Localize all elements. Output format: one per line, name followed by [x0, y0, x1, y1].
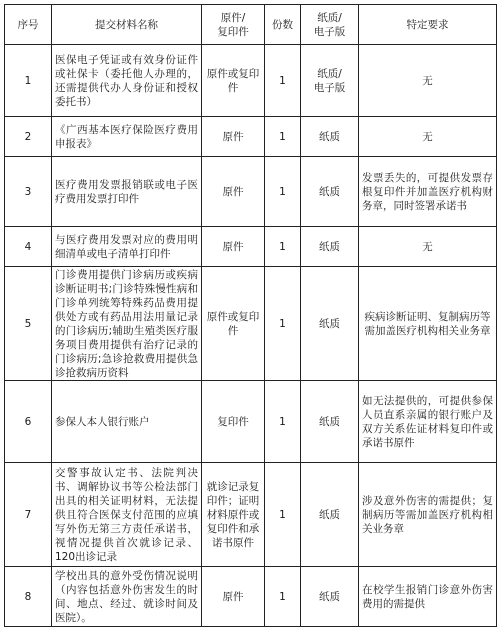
row-seq: 8: [5, 567, 52, 627]
row-format: 纸质/ 电子版: [301, 45, 359, 117]
row-seq: 6: [5, 381, 52, 463]
row-name: 医疗费用发票报销联或电子医疗费用发票打印件: [52, 157, 202, 227]
row-req: 涉及意外伤害的需提供；复制病历等需加盖医疗机构相关业务章: [359, 463, 497, 567]
row-seq: 1: [5, 45, 52, 117]
header-req: 特定要求: [359, 5, 497, 45]
header-format: 纸质/ 电子版: [301, 5, 359, 45]
row-orig: 原件: [202, 567, 265, 627]
table-row: [5, 45, 497, 117]
table-row: [5, 381, 497, 463]
table-row: [5, 227, 497, 267]
row-copies: 1: [265, 227, 301, 267]
row-req: 无: [359, 117, 497, 157]
row-copies: 1: [265, 267, 301, 381]
row-seq: 7: [5, 463, 52, 567]
row-format: 纸质: [301, 267, 359, 381]
header-seq: 序号: [5, 5, 52, 45]
row-seq: 3: [5, 157, 52, 227]
row-copies: 1: [265, 45, 301, 117]
row-format: 纸质: [301, 227, 359, 267]
table-row: [5, 117, 497, 157]
row-orig: 原件: [202, 227, 265, 267]
row-req: 如无法提供的，可提供参保人员直系亲属的银行账户及双方关系佐证材料复印件或承诺书原件: [359, 381, 497, 463]
row-req: 无: [359, 45, 497, 117]
row-seq: 5: [5, 267, 52, 381]
row-seq: 2: [5, 117, 52, 157]
row-name: 医保电子凭证或有效身份证件或社保卡（委托他人办理的，还需提供代办人身份证和授权委托书）: [52, 45, 202, 117]
row-copies: 1: [265, 381, 301, 463]
row-format: 纸质: [301, 117, 359, 157]
header-row: [5, 5, 497, 45]
row-name: 学校出具的意外受伤情况说明（内容包括意外伤害发生的时间、地点、经过、就诊时间及医院）。: [52, 567, 202, 627]
row-name: 交警事故认定书、法院判决书、调解协议书等公检法部门出具的相关证明材料，无法提供且符合医保支付范围的应填写外伤无第三方责任承诺书，视情况提供首次就诊记录、120出诊记录: [52, 463, 202, 567]
row-orig: 就诊记录复印件；证明材料原件或复印件和承诺书原件: [202, 463, 265, 567]
row-orig: 原件: [202, 117, 265, 157]
row-orig: 复印件: [202, 381, 265, 463]
table-row: [5, 567, 497, 627]
row-orig: 原件或复印件: [202, 267, 265, 381]
row-req: 无: [359, 227, 497, 267]
row-req: 在校学生报销门诊意外伤害费用的需提供: [359, 567, 497, 627]
row-copies: 1: [265, 463, 301, 567]
row-name: 与医疗费用发票对应的费用明细清单或电子清单打印件: [52, 227, 202, 267]
row-format: 纸质: [301, 567, 359, 627]
table-row: [5, 267, 497, 381]
header-orig: 原件/ 复印件: [202, 5, 265, 45]
row-format: 纸质: [301, 463, 359, 567]
materials-table: [4, 4, 497, 627]
header-copies: 份数: [265, 5, 301, 45]
row-orig: 原件或复印件: [202, 45, 265, 117]
row-copies: 1: [265, 567, 301, 627]
row-format: 纸质: [301, 157, 359, 227]
row-copies: 1: [265, 117, 301, 157]
row-format: 纸质: [301, 381, 359, 463]
row-req: 疾病诊断证明、复制病历等需加盖医疗机构相关业务章: [359, 267, 497, 381]
table-row: [5, 157, 497, 227]
header-name: 提交材料名称: [52, 5, 202, 45]
row-orig: 原件: [202, 157, 265, 227]
row-name: 门诊费用提供门诊病历或疾病诊断证明书;门诊特殊慢性病和门诊单列统筹特殊药品费用提供处方或有药品用法用量记录的门诊病历;辅助生殖类医疗服务项目费用提供有治疗记录的门诊病历;急诊抢救费用提供急诊抢救病历资料: [52, 267, 202, 381]
row-seq: 4: [5, 227, 52, 267]
row-name: 《广西基本医疗保险医疗费用申报表》: [52, 117, 202, 157]
table-row: [5, 463, 497, 567]
row-copies: 1: [265, 157, 301, 227]
row-name: 参保人本人银行账户: [52, 381, 202, 463]
row-req: 发票丢失的，可提供发票存根复印件并加盖医疗机构财务章，同时签署承诺书: [359, 157, 497, 227]
